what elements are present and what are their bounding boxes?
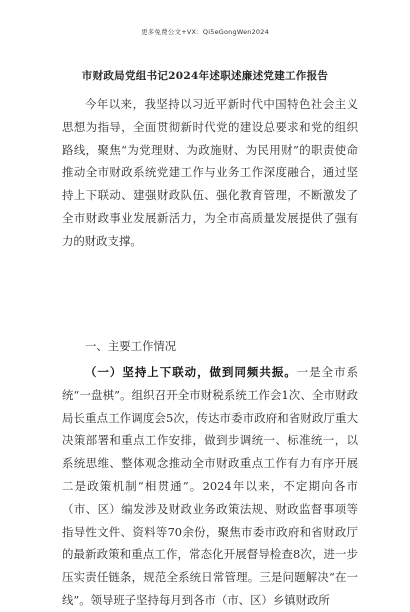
intro-paragraph: 今年以来，我坚持以习近平新时代中国特色社会主义思想为指导，全面贯彻新时代党的建设总要求和党的组织路线，聚焦“为党理财、为政施财、为民用财”的职责使命推动全市财政系统党建工作与业务工作深度融合，通过坚持上下联动、建强财政队伍、强化教育管理，不断激发了全市财政事业发展新活力，为全市高质量发展提供了强有力的财政支撑。 xyxy=(62,97,358,248)
section-heading: 一、主要工作情况 xyxy=(85,339,177,353)
subsection-paragraph xyxy=(62,361,358,612)
document-title: 市财政局党组书记2024年述职述廉述党建工作报告 xyxy=(81,70,329,82)
subsection-heading: （一）坚持上下联动，做到同频共振。 xyxy=(85,365,297,379)
subsection-body: 一是全市系统“一盘棋”。组织召开全市财税系统工作会1次、全市财政局长重点工作调度会5次，传达市委市政府和省财政厅重大决策部署和重点工作安排，做到步调统一、标准统一，以系统思维、整体观念推动全市财政重点工作有力有序开展二是政策机制“相贯通”。2024年以来，不定期向各市（市、区）编发涉及财政业务政策法规、财政监督事项等指导性文件、资料等70余份，聚焦市委市政府和省财政厅的最新政策和重点工作，常态化开展督导检查8次，进一步压实责任链条，规范全系统日常管理。三是问题解决“在一线”。领导班子坚持每月到各市（市、区）乡镇财政所 xyxy=(62,365,358,607)
header-note: 更多免费公文+VX：Qi5eGongWen2024 xyxy=(141,28,269,36)
